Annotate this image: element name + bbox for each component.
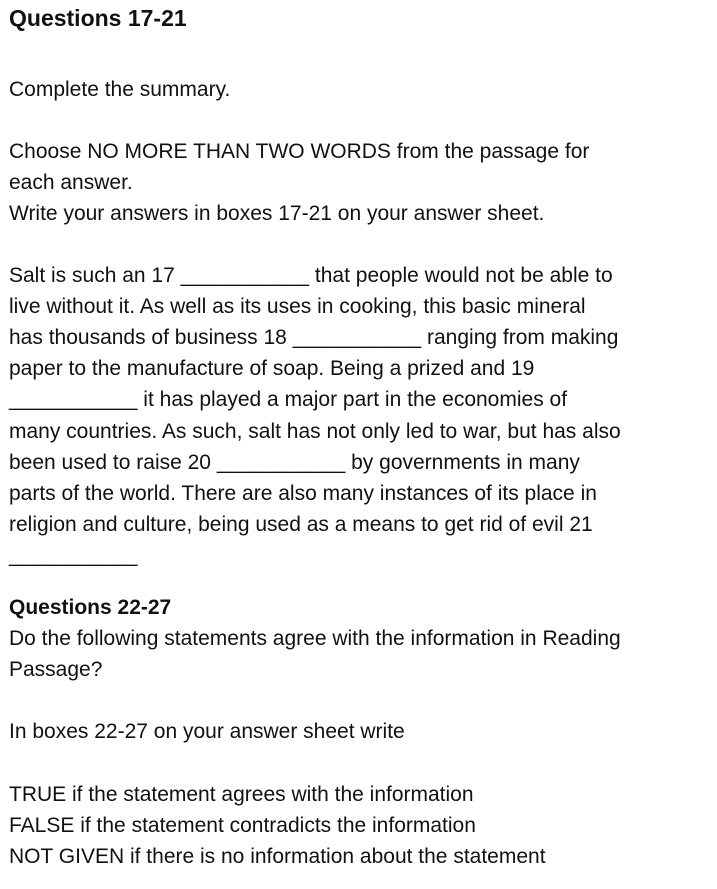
summary-line: paper to the manufacture of soap. Being a prized and 19 xyxy=(9,357,535,380)
summary-line: has thousands of business 18 ___________ ranging from making xyxy=(9,326,619,349)
summary-line: Salt is such an 17 ___________ that people would not be able to xyxy=(9,264,613,287)
instruction-word-limit-line2: each answer. xyxy=(9,171,133,194)
section2-instruction: In boxes 22-27 on your answer sheet write xyxy=(9,720,405,743)
section2-intro-line1: Do the following statements agree with the information in Reading xyxy=(9,627,621,650)
summary-line: religion and culture, being used as a means to get rid of evil 21 xyxy=(9,513,593,536)
instruction-answer-sheet: Write your answers in boxes 17-21 on your answer sheet. xyxy=(9,202,545,225)
section2-heading: Questions 22-27 xyxy=(9,596,172,619)
instruction-complete-summary: Complete the summary. xyxy=(9,78,231,101)
summary-line: been used to raise 20 ___________ by governments in many xyxy=(9,451,580,474)
instruction-word-limit-line1: Choose NO MORE THAN TWO WORDS from the passage for xyxy=(9,140,590,163)
section1-heading: Questions 17-21 xyxy=(9,5,187,31)
summary-line: many countries. As such, salt has not only led to war, but has also xyxy=(9,420,621,443)
option-true: TRUE if the statement agrees with the information xyxy=(9,783,474,806)
option-not-given: NOT GIVEN if there is no information about the statement xyxy=(9,845,546,868)
summary-line: parts of the world. There are also many instances of its place in xyxy=(9,482,597,505)
summary-line: live without it. As well as its uses in cooking, this basic mineral xyxy=(9,295,586,318)
section2-intro-line2: Passage? xyxy=(9,658,103,681)
summary-line: ___________ xyxy=(9,544,138,567)
option-false: FALSE if the statement contradicts the information xyxy=(9,814,476,837)
summary-line: ___________ it has played a major part in the economies of xyxy=(9,388,568,411)
